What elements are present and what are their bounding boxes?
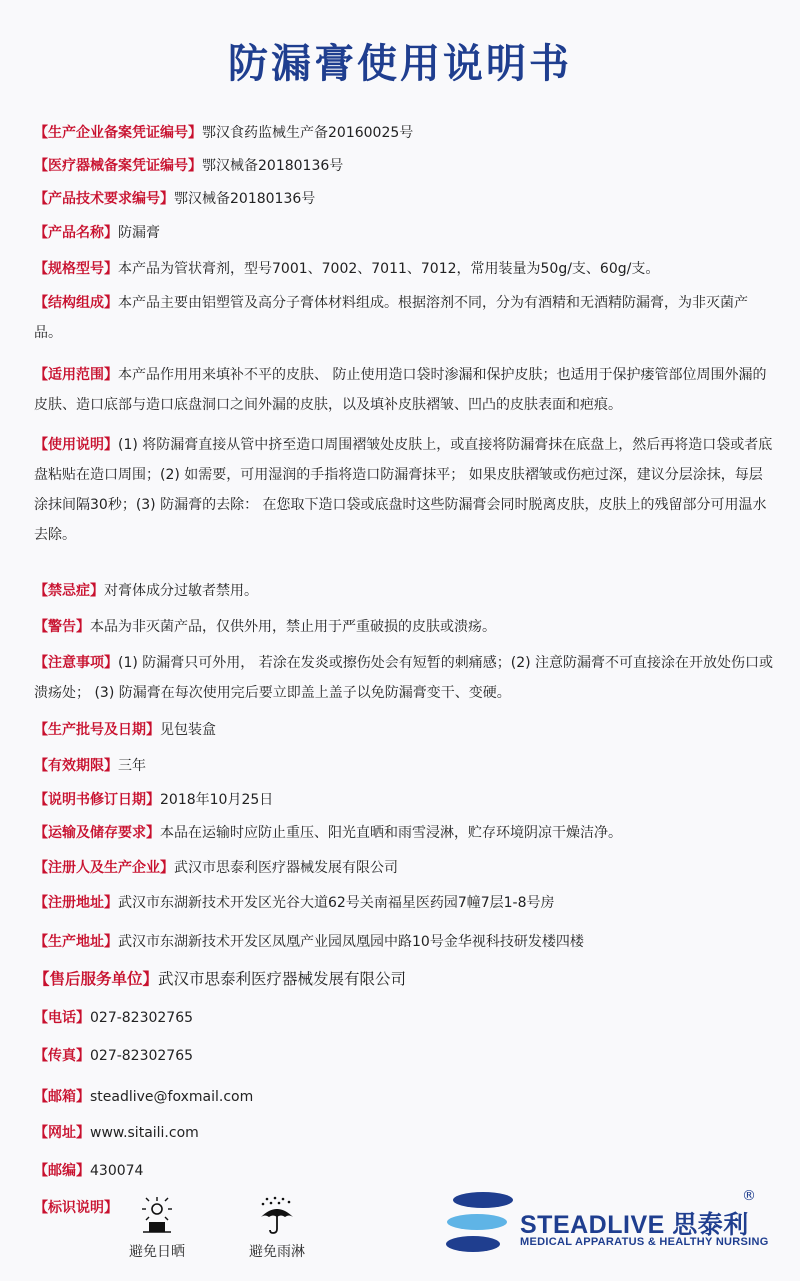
entry-value: 武汉市东湖新技术开发区凤凰产业园凤凰园中路10号金华视科技研发楼四楼 bbox=[118, 934, 584, 950]
entry-value: 对膏体成分过敏者禁用。 bbox=[104, 583, 258, 599]
entry-value: 本产品主要由铝塑管及高分子膏体材料组成。根据溶剂不同，分为有酒精和无酒精防漏膏，为非灭菌产品。 bbox=[34, 295, 748, 341]
entry-value: 本产品作用用来填补不平的皮肤、 防止使用造口袋时渗漏和保护皮肤；也适用于保护瘘管部位周围外漏的皮肤、造口底部与造口底盘洞口之间外漏的皮肤，以及填补皮肤褶皱、凹凸的皮肤表面和疤痕。 bbox=[34, 367, 767, 413]
entry-label: 【注册人及生产企业】 bbox=[34, 860, 174, 876]
entry-after-sales bbox=[34, 964, 774, 995]
entry-value: 武汉市东湖新技术开发区光谷大道62号关南福星医药园7幢7层1-8号房 bbox=[118, 895, 555, 911]
entry-label: 【邮编】 bbox=[34, 1163, 90, 1179]
entry-value: 本品在运输时应防止重压、阳光直晒和雨雪浸淋，贮存环境阴凉干燥洁净。 bbox=[160, 825, 622, 841]
entry-expiry bbox=[34, 751, 774, 781]
entry-label: 【适用范围】 bbox=[34, 367, 118, 383]
entry-value: 武汉市思泰利医疗器械发展有限公司 bbox=[174, 860, 398, 876]
entry-structure bbox=[34, 288, 774, 348]
entry-label: 【有效期限】 bbox=[34, 758, 118, 774]
entry-value: 027-82302765 bbox=[90, 1048, 194, 1064]
entry-contraindications bbox=[34, 576, 774, 606]
entry-label: 【运输及储存要求】 bbox=[34, 825, 160, 841]
entry-email bbox=[34, 1082, 774, 1112]
entry-device-record bbox=[34, 151, 774, 181]
entry-phone bbox=[34, 1003, 774, 1033]
entry-warning bbox=[34, 612, 774, 642]
entry-label: 【传真】 bbox=[34, 1048, 90, 1064]
entry-label: 【规格型号】 bbox=[34, 261, 118, 277]
symbol-item bbox=[118, 1195, 196, 1261]
umbrella-rain-icon bbox=[257, 1195, 297, 1235]
entry-label: 【说明书修订日期】 bbox=[34, 792, 160, 808]
entry-label: 【注意事项】 bbox=[34, 655, 118, 671]
entry-label: 【禁忌症】 bbox=[34, 583, 104, 599]
entry-label: 【产品名称】 bbox=[34, 225, 118, 241]
symbol-item bbox=[238, 1195, 316, 1261]
symbol-caption: 避免日晒 bbox=[129, 1244, 185, 1260]
entry-value: steadlive@foxmail.com bbox=[90, 1089, 254, 1105]
entry-label: 【结构组成】 bbox=[34, 295, 118, 311]
entry-manufacturer-record bbox=[34, 118, 774, 148]
entry-value: 鄂汉械备20180136号 bbox=[174, 191, 316, 207]
entry-instructions bbox=[34, 430, 774, 550]
entry-scope bbox=[34, 360, 774, 420]
entry-specification bbox=[34, 254, 774, 284]
entry-batch-date bbox=[34, 715, 774, 745]
entry-label: 【电话】 bbox=[34, 1010, 90, 1026]
entry-label: 【使用说明】 bbox=[34, 437, 118, 453]
symbol-list bbox=[118, 1195, 316, 1261]
entry-label: 【生产批号及日期】 bbox=[34, 722, 160, 738]
brand-name: STEADLIVE 思泰利 bbox=[520, 1211, 749, 1239]
entry-precautions bbox=[34, 648, 774, 708]
entry-label: 【产品技术要求编号】 bbox=[34, 191, 174, 207]
entry-production-address bbox=[34, 927, 774, 957]
entry-value: 武汉市思泰利医疗器械发展有限公司 bbox=[158, 970, 407, 988]
entry-transport-storage bbox=[34, 818, 774, 848]
entry-value: (1) 防漏膏只可外用， 若涂在发炎或擦伤处会有短暂的刺痛感；(2) 注意防漏膏不可直接涂在开放处伤口或溃疡处； (3) 防漏膏在每次使用完后要立即盖上盖子以免防漏膏变干、变硬。 bbox=[34, 655, 774, 701]
symbol-caption: 避免雨淋 bbox=[249, 1244, 305, 1260]
entry-value: 鄂汉械备20180136号 bbox=[202, 158, 344, 174]
document-title: 防漏膏使用说明书 bbox=[228, 41, 572, 87]
entry-label: 【警告】 bbox=[34, 619, 90, 635]
brand-tagline: MEDICAL APPARATUS & HEALTHY NURSING bbox=[520, 1236, 769, 1248]
entry-value: 鄂汉食药监械生产备20160025号 bbox=[202, 125, 414, 141]
entry-value: 防漏膏 bbox=[118, 225, 160, 241]
entry-label: 【注册地址】 bbox=[34, 895, 118, 911]
entry-value: 本产品为管状膏剂，型号7001、7002、7011、7012，常用装量为50g/支、60g/支。 bbox=[118, 261, 660, 277]
entry-value: (1) 将防漏膏直接从管中挤至造口周围褶皱处皮肤上，或直接将防漏膏抹在底盘上，然后再将造口袋或者底盘粘贴在造口周围；(2) 如需要，可用湿润的手指将造口防漏膏抹平； 如果皮肤褶皱或伤疤过深，建议分层涂抹，每层涂抹间隔30秒；(3) 防漏膏的去除： 在您取下造口袋或底盘时这些防漏膏会同时脱离皮肤，皮肤上的残留部分可用温水去除。 bbox=[34, 437, 773, 543]
entry-value: 2018年10月25日 bbox=[160, 792, 274, 808]
entry-tech-requirement bbox=[34, 184, 774, 214]
entry-registered-address bbox=[34, 888, 774, 918]
entry-label: 【标识说明】 bbox=[34, 1200, 118, 1216]
entry-product-name bbox=[34, 218, 774, 248]
entry-label: 【生产地址】 bbox=[34, 934, 118, 950]
entry-registrant bbox=[34, 853, 774, 883]
entry-value: 三年 bbox=[118, 758, 146, 774]
entry-revision-date bbox=[34, 785, 774, 815]
entry-value: www.sitaili.com bbox=[90, 1125, 199, 1141]
entry-value: 430074 bbox=[90, 1163, 144, 1179]
entry-label: 【医疗器械备案凭证编号】 bbox=[34, 158, 202, 174]
entry-label: 【售后服务单位】 bbox=[34, 970, 159, 988]
entry-label: 【邮箱】 bbox=[34, 1089, 90, 1105]
entry-website bbox=[34, 1118, 774, 1148]
entry-value: 见包装盒 bbox=[160, 722, 216, 738]
entry-label: 【网址】 bbox=[34, 1125, 90, 1141]
entry-value: 027-82302765 bbox=[90, 1010, 194, 1026]
sun-icon bbox=[137, 1195, 177, 1235]
entry-value: 本品为非灭菌产品，仅供外用，禁止用于严重破损的皮肤或溃疡。 bbox=[90, 619, 496, 635]
entry-fax bbox=[34, 1041, 774, 1071]
registered-mark: ® bbox=[742, 1188, 756, 1204]
entry-label: 【生产企业备案凭证编号】 bbox=[34, 125, 202, 141]
